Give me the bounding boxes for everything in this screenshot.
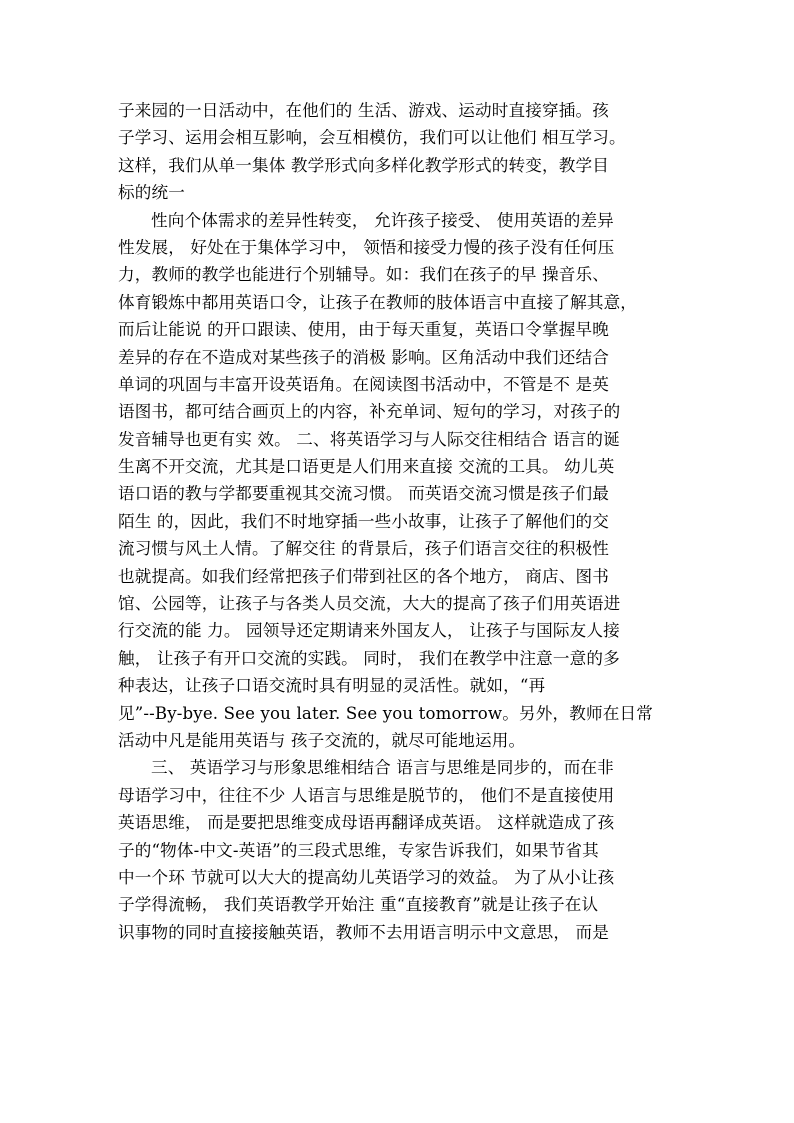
text-line: 性向个体需求的差异性转变， 允许孩子接受、 使用英语的差异 [151,210,614,230]
text-line: 而后让能说 的开口跟读、使用，由于每天重复，英语口令掌握早晚 [118,320,609,340]
text-line: 语口语的教与学都要重视其交流习惯。 而英语交流习惯是孩子们最 [118,484,609,504]
text-line: 中一个环 节就可以大大的提高幼儿英语学习的效益。 为了从小让孩 [118,867,615,887]
text-line: 发音辅导也更有实 效。 二、将英语学习与人际交往相结合 语言的诞 [118,429,620,449]
text-line: 活动中凡是能用英语与 孩子交流的，就尽可能地运用。 [118,730,526,750]
text-line: 生离不开交流，尤其是口语更是人们用来直接 交流的工具。 幼儿英 [118,457,615,477]
text-line: 英语思维， 而是要把思维变成母语再翻译成英语。 这样就造成了孩 [118,813,615,833]
text-line: 馆、公园等，让孩子与各类人员交流，大大的提高了孩子们用英语进 [118,594,621,614]
text-line: 流习惯与风土人情。了解交往 的背景后，孩子们语言交往的积极性 [118,539,609,559]
text-line: 母语学习中，往往不少 人语言与思维是脱节的， 他们不是直接使用 [118,785,615,805]
text-line: 见”--By-bye. See you later. See you tomorrow。另外，教师在日常 [118,703,653,723]
text-line: 差异的存在不造成对某些孩子的消极 影响。区角活动中我们还结合 [118,347,609,367]
text-line: 行交流的能 力。 园领导还定期请来外国友人， 让孩子与国际友人接 [118,621,620,641]
text-line: 识事物的同时直接接触英语，教师不去用语言明示中文意思， 而是 [118,922,609,942]
document-body [118,97,688,946]
text-line: 力，教师的教学也能进行个别辅导。如：我们在孩子的早 操音乐、 [118,265,609,285]
text-line: 子学得流畅， 我们英语教学开始注 重“直接教育”就是让孩子在认 [118,895,599,915]
text-line: 这样，我们从单一集体 教学形式向多样化教学形式的转变，教学目 [118,155,609,175]
text-line: 也就提高。如我们经常把孩子们带到社区的各个地方， 商店、图书 [118,566,609,586]
text-line: 语图书，都可结合画页上的内容，补充单词、短句的学习，对孩子的 [118,402,621,422]
text-line: 子学习、运用会相互影响，会互相模仿，我们可以让他们 相互学习。 [118,128,626,148]
text-line: 单词的巩固与丰富开设英语角。在阅读图书活动中，不管是不 是英 [118,374,609,394]
text-line: 子的“物体-中文-英语”的三段式思维，专家告诉我们，如果节省其 [118,840,599,860]
text-line: 性发展， 好处在于集体学习中， 领悟和接受力慢的孩子没有任何压 [118,237,615,257]
text-line: 标的统一 [118,183,185,203]
text-line: 种表达，让孩子口语交流时具有明显的灵活性。就如，“再 [118,676,546,696]
text-line: 陌生 的，因此，我们不时地穿插一些小故事，让孩子了解他们的交 [118,511,609,531]
text-line: 体育锻炼中都用英语口令，让孩子在教师的肢体语言中直接了解其意， [118,292,638,312]
text-line: 三、 英语学习与形象思维相结合 语言与思维是同步的，而在非 [151,758,614,778]
text-line: 触， 让孩子有开口交流的实践。 同时， 我们在教学中注意一意的多 [118,648,620,668]
text-line: 子来园的一日活动中，在他们的 生活、游戏、运动时直接穿插。孩 [118,101,609,120]
